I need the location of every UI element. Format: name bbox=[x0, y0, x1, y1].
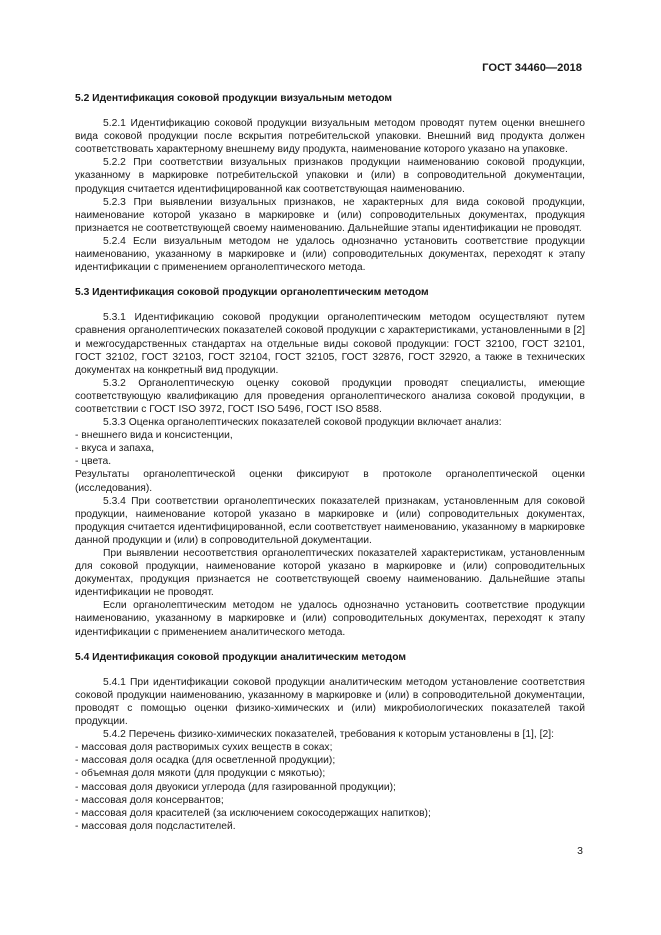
paragraph-5-2-1: 5.2.1 Идентификацию соковой продукции визуальным методом проводят путем оценки внешнего вида соковой продукции после вскрытия потребительской упаковки. Внешний вид продукта должен соответствовать характерному внешнему виду продукта, наименование которого указано на упаковке. bbox=[75, 118, 585, 156]
paragraph-5-2-2: 5.2.2 При соответствии визуальных признаков продукции наименованию соковой продукции, указанному в маркировке потребительской упаковки и (или) в сопроводительной документации, продукция считается идентифицированной как соответствующая наименованию. bbox=[75, 157, 585, 195]
document-header: ГОСТ 34460—2018 bbox=[482, 62, 582, 74]
section-heading-5-2: 5.2 Идентификация соковой продукции визуальным методом bbox=[75, 93, 393, 104]
section-heading-5-3: 5.3 Идентификация соковой продукции органолептическим методом bbox=[75, 287, 429, 299]
list-item: - массовая доля красителей (за исключением сокосодержащих напитков); bbox=[75, 807, 431, 819]
paragraph-5-4-1: 5.4.1 При идентификации соковой продукции аналитическим методом установление соответствия соковой продукции наименованию, указанному в маркировке и (или) в сопроводительной документации, проводят с помощью оценки физико-химических и (или) микробиологических показателей такой продукции. bbox=[75, 676, 585, 728]
list-item: - массовая доля осадка (для осветленной продукции); bbox=[75, 755, 336, 767]
paragraph-5-2-3: 5.2.3 При выявлении визуальных признаков, не характерных для вида соковой продукции, наименование которой указано в маркировке и (или) сопроводительных документах, продукция признается не соответствующей своему наименованию. Дальнейшие этапы идентификации не проводят. bbox=[75, 196, 585, 234]
paragraph-results: Результаты органолептической оценки фиксируют в протоколе органолептической оценки (исследования). bbox=[75, 469, 585, 494]
paragraph-5-3-2: 5.3.2 Органолептическую оценку соковой продукции проводят специалисты, имеющие соответствующую квалификацию для проведения органолептического анализа соковой продукции, в соответствии с ГОСТ ISO 3972, ГОСТ ISO 5496, ГОСТ ISO 8588. bbox=[75, 377, 585, 415]
list-item: - массовая доля двуокиси углерода (для газированной продукции); bbox=[75, 781, 396, 793]
page-content bbox=[75, 92, 585, 833]
paragraph-mismatch: При выявлении несоответствия органолептических показателей характеристикам, установленным для соковой продукции, наименование которой указано в маркировке и (или) сопроводительных документах, продукция признается не соответствующей своему наименованию. Дальнейшие этапы идентификации не проводят. bbox=[75, 548, 585, 599]
list-item: - цвета. bbox=[75, 456, 112, 468]
list-item: - массовая доля консервантов; bbox=[75, 794, 224, 806]
list-item: - внешнего вида и консистенции, bbox=[75, 430, 233, 442]
list-item: - вкуса и запаха, bbox=[75, 443, 155, 455]
list-item: - массовая доля растворимых сухих веществ в соках; bbox=[75, 742, 333, 754]
list-item: - объемная доля мякоти (для продукции с мякотью); bbox=[75, 768, 326, 780]
paragraph-5-2-4: 5.2.4 Если визуальным методом не удалось однозначно установить соответствие продукции наименованию, указанному в маркировке и (или) сопроводительных документах, переходят к этапу идентификации с применением органолептического метода. bbox=[75, 235, 585, 274]
paragraph-5-3-3: 5.3.3 Оценка органолептических показателей соковой продукции включает анализ: bbox=[103, 417, 502, 429]
section-heading-5-4: 5.4 Идентификация соковой продукции аналитическим методом bbox=[75, 651, 406, 663]
page-number: 3 bbox=[577, 845, 583, 857]
paragraph-transition: Если органолептическим методом не удалось однозначно установить соответствие продукции наименованию, указанному в маркировке и (или) сопроводительных документах, переходят к этапу идентификации с применением аналитического метода. bbox=[75, 600, 585, 638]
paragraph-5-4-2: 5.4.2 Перечень физико-химических показателей, требования к которым установлены в [1], [2]: bbox=[103, 729, 554, 741]
paragraph-5-3-4: 5.3.4 При соответствии органолептических показателей признакам, установленным для соковой продукции, наименование которой указано в маркировке и (или) сопроводительных документах, продукция считается идентифицированной, если соответствует наименованию, указанному в маркировке данной продукции и (или) в сопроводительной документации. bbox=[75, 495, 585, 546]
list-item: - массовая доля подсластителей. bbox=[75, 820, 236, 832]
paragraph-5-3-1: 5.3.1 Идентификацию соковой продукции органолептическим методом осуществляют путем сравнения органолептических показателей соковой продукции с характеристиками, установленными в [2] и межгосударственных стандартах на отдельные виды соковой продукции: ГОСТ 32100, ГОСТ 32101, ГОСТ 32102, ГОСТ 32103, ГОСТ 32104, ГОСТ 32105, ГОСТ 32876, ГОСТ 32920, а также в технических документах на конкретный вид продукции. bbox=[75, 312, 585, 376]
